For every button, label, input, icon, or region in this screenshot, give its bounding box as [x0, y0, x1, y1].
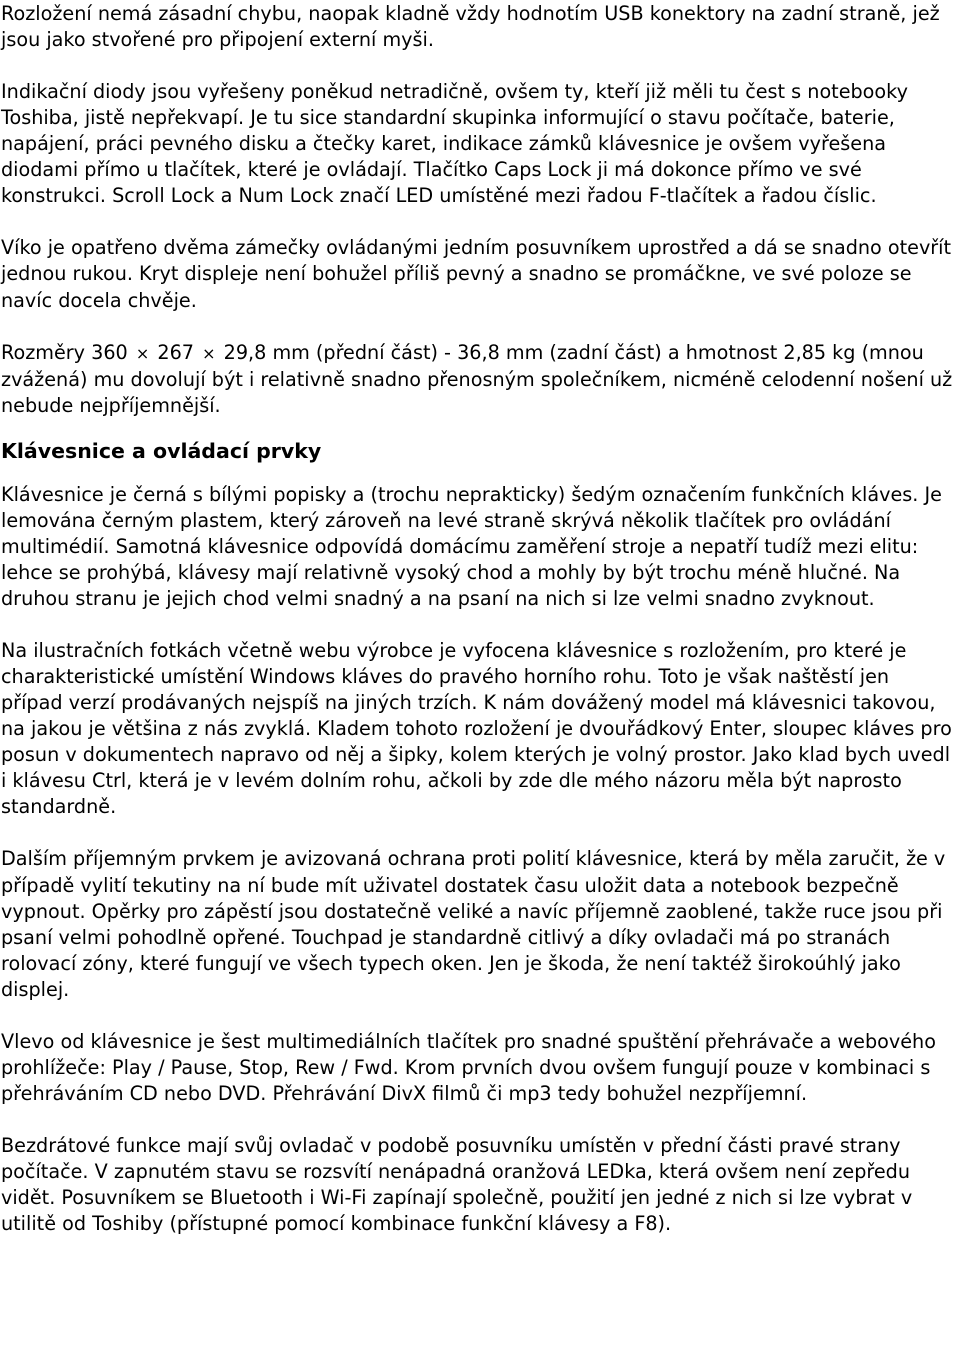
paragraph-gap	[1, 314, 956, 340]
times-symbol: ×	[135, 343, 150, 363]
paragraph-gap	[1, 209, 956, 235]
section-heading: Klávesnice a ovládací prvky	[1, 438, 322, 463]
paragraph-wireless: Bezdrátové funkce mají svůj ovladač v podobě posuvníku umístěn v přední části pravé strany počítače. V zapnutém stavu se rozsvítí nenápadná oranžová LEDka, která ovšem není zepředu vidět. Posuvníkem se Bluetooth i Wi-Fi zapínají společně, použití jen jedné z nich si lze vybrat v utilitě od Toshiby (přístupné pomocí kombinace funkční klávesy a F8).	[1, 1133, 913, 1236]
paragraph-keyboard: Klávesnice je černá s bílými popisky a (trochu neprakticky) šedým označením funkčních kláves. Je lemována černým plastem, který zároveň na levé straně skrývá několik tlačítek pro ovládání multimédií. Samotná klávesnice odpovídá domácímu zaměření stroje a nepatří tudíž mezi elitu: lehce se prohýbá, klávesy mají relativně vysoký chod a mohly by být trochu méně hlučné. Na druhou stranu je jejich chod velmi snadný a na psaní na nich si lze velmi snadno zvyknout.	[1, 482, 942, 610]
dimensions-part-1: Rozměry 360	[1, 340, 128, 364]
paragraph-gap	[1, 1107, 956, 1133]
times-symbol: ×	[202, 343, 216, 363]
paragraph-multimedia-buttons: Vlevo od klávesnice je šest multimediálních tlačítek pro snadné spuštění přehrávače a webového prohlížeče: Play / Pause, Stop, Rew / Fwd. Krom prvních dvou ovšem fungují pouze v kombinaci s přehráváním CD nebo DVD. Přehrávání DivX filmů či mp3 tedy bohužel nezpříjemní.	[1, 1029, 936, 1105]
dimensions-part-3: 29,8 mm (přední část) - 36,8 mm (zadní část) a hmotnost 2,85 kg (mnou zvážená) mu dovolují být i relativně snadno přenosným společníkem, nicméně celodenní nošení už nebude nejpříjemnější.	[1, 340, 953, 417]
paragraph-spill-protection: Dalším příjemným prvkem je avizovaná ochrana proti polití klávesnice, která by měla zaručit, že v případě vylití tekutiny na ní bude mít uživatel dostatek času uložit data a notebook bezpečně vypnout. Opěrky pro zápěstí jsou dostatečně veliké a navíc příjemně zaoblené, takže ruce jsou při psaní velmi pohodlně opřené. Touchpad je standardně citlivý a díky ovladači má po stranách rolovací zóny, které fungují ve všech typech oken. Jen je škoda, že není taktéž širokoúhlý jako displej.	[1, 847, 946, 1001]
paragraph-gap	[1, 612, 956, 638]
paragraph-diodes: Indikační diody jsou vyřešeny poněkud netradičně, ovšem ty, kteří již měli tu čest s notebooky Toshiba, jistě nepřekvapí. Je tu sice standardní skupinka informující o stavu počítače, baterie, napájení, práci pevného disku a čtečky karet, indikace zámků klávesnice je ovšem vyřešena diodami přímo u tlačítek, které je ovládají. Tlačítko Caps Lock ji má dokonce přímo ve své konstrukci. Scroll Lock a Num Lock značí LED umístěné mezi řadou F-tlačítek a řadou číslic.	[1, 80, 908, 208]
paragraph-lid: Víko je opatřeno dvěma zámečky ovládanými jedním posuvníkem uprostřed a dá se snadno otevřít jednou rukou. Kryt displeje není bohužel příliš pevný a snadno se promáčkne, ve své poloze se navíc docela chvěje.	[1, 236, 952, 312]
paragraph-usb: Rozložení nemá zásadní chybu, naopak kladně vždy hodnotím USB konektory na zadní straně, jež jsou jako stvořené pro připojení externí myši.	[1, 2, 940, 52]
paragraph-gap	[1, 1003, 956, 1029]
dimensions-part-2: 267	[157, 340, 194, 364]
paragraph-layout: Na ilustračních fotkách včetně webu výrobce je vyfocena klávesnice s rozložením, pro které je charakteristické umístění Windows kláves do pravého horního rohu. Toto je však naštěstí jen případ verzí prodávaných nejspíš na jiných trzích. K nám dovážený model má klávesnici takovou, na jakou je většina z nás zvyklá. Kladem tohoto rozložení je dvouřádkový Enter, sloupec kláves pro posun v dokumentech napravo od něj a šipky, kolem kterých je volný prostor. Jako klad bych uvedl i klávesu Ctrl, která je v levém dolním rohu, ačkoli by zde dle mého názoru měla být naprosto standardně.	[1, 639, 952, 819]
paragraph-gap	[1, 53, 956, 79]
paragraph-dimensions	[1, 340, 956, 419]
paragraph-gap	[1, 820, 956, 846]
